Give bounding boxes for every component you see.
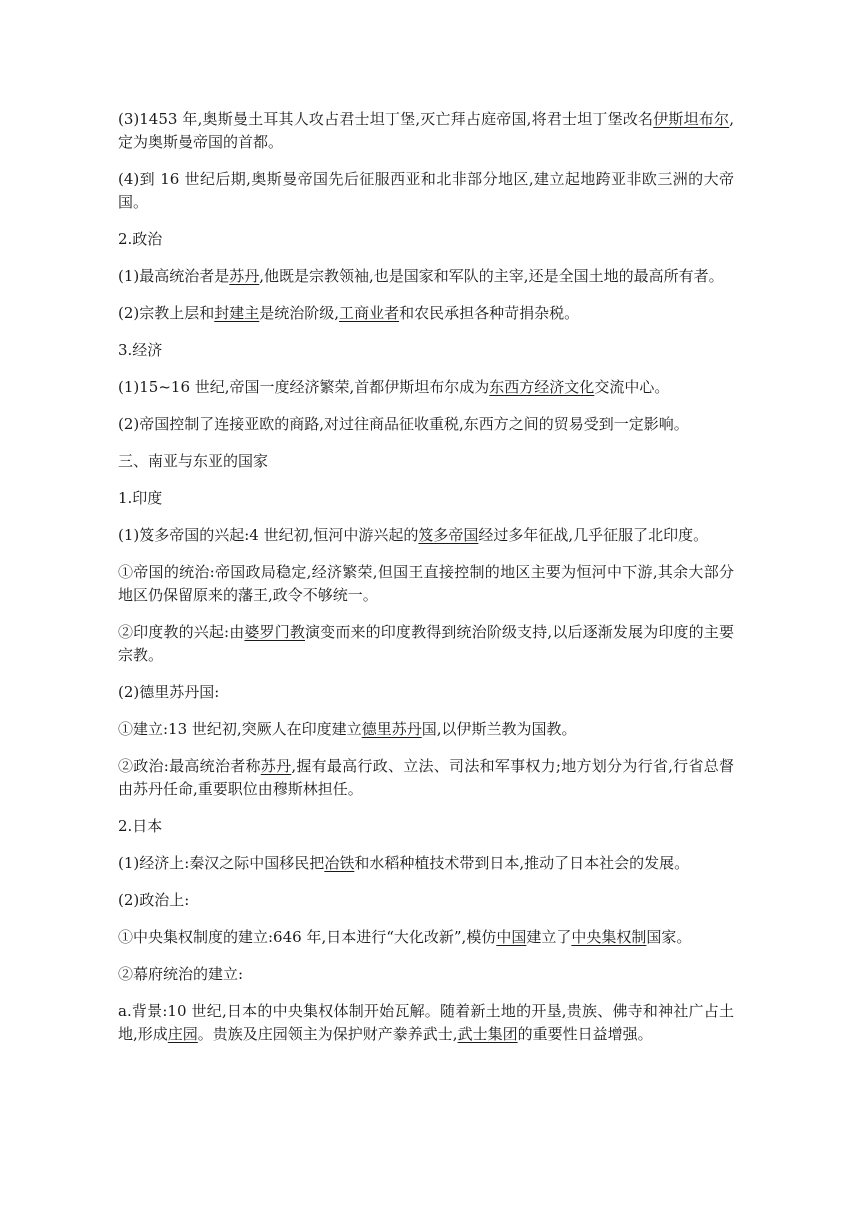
text-segment: a.背景:10 世纪,日本的中央集权体制开始瓦解。随着新土地的开垦,贵族、佛寺和神社广占土地,形成: [118, 1002, 734, 1043]
text-segment: 的重要性日益增强。: [517, 1025, 653, 1043]
underlined-term: 武士集团: [457, 1025, 518, 1043]
paragraph-ottoman-4: [118, 168, 734, 214]
text-segment: 国,以伊斯兰教为国教。: [421, 720, 577, 738]
text-segment: ②政治:最高统治者称: [118, 757, 261, 775]
text-segment: 是统治阶级,: [259, 304, 340, 322]
underlined-term: 中国: [496, 928, 527, 946]
paragraph-heading-section-3: [118, 450, 734, 473]
underlined-term: 工商业者: [339, 304, 400, 322]
text-segment: (1)笈多帝国的兴起:4 世纪初,恒河中游兴起的: [118, 526, 419, 544]
paragraph-india-2b: [118, 755, 734, 801]
text-segment: 2.政治: [118, 230, 163, 248]
underlined-term: 伊斯坦布尔: [653, 110, 730, 128]
underlined-term: 冶铁: [324, 854, 355, 872]
paragraph-politics-2: [118, 302, 734, 325]
text-segment: 经过多年征战,几乎征服了北印度。: [478, 526, 709, 544]
underlined-term: 苏丹: [260, 757, 292, 775]
text-segment: 和农民承担各种苛捐杂税。: [399, 304, 580, 322]
text-segment: (2)宗教上层和: [118, 304, 215, 322]
text-segment: 2.日本: [118, 817, 163, 835]
text-segment: ②幕府统治的建立:: [118, 965, 244, 983]
underlined-term: 婆罗门教: [244, 623, 306, 641]
paragraph-heading-economy: [118, 339, 734, 362]
text-segment: (2)德里苏丹国:: [118, 683, 220, 701]
paragraph-japan-2b: [118, 963, 734, 986]
underlined-term: 中央集权制: [571, 928, 647, 946]
paragraph-japan-2b-a: [118, 1000, 734, 1046]
text-segment: ①建立:13 世纪初,突厥人在印度建立: [118, 720, 362, 738]
text-segment: (2)政治上:: [118, 891, 190, 909]
paragraph-politics-1: [118, 265, 734, 288]
text-segment: ①帝国的统治:帝国政局稳定,经济繁荣,但国王直接控制的地区主要为恒河中下游,其余大部分地区仍保留原来的藩王,政令不够统一。: [118, 563, 734, 604]
paragraph-japan-2: [118, 889, 734, 912]
text-segment: ,他既是宗教领袖,也是国家和军队的主宰,还是全国土地的最高所有者。: [259, 267, 724, 285]
underlined-term: 封建主: [214, 304, 260, 322]
text-segment: (1)15~16 世纪,帝国一度经济繁荣,首都伊斯坦布尔成为: [118, 378, 490, 396]
paragraph-japan-2a: [118, 926, 734, 949]
text-segment: 交流中心。: [594, 378, 670, 396]
text-segment: 1.印度: [118, 489, 163, 507]
document-body: [118, 108, 734, 1060]
text-segment: 和水稻种植技术带到日本,推动了日本社会的发展。: [354, 854, 690, 872]
text-segment: 建立了: [526, 928, 572, 946]
paragraph-india-1b: [118, 621, 734, 667]
paragraph-heading-japan: [118, 815, 734, 838]
text-segment: (1)最高统治者是: [118, 267, 230, 285]
text-segment: ②印度教的兴起:由: [118, 623, 245, 641]
text-segment: 三、南亚与东亚的国家: [118, 452, 269, 470]
underlined-term: 庄园: [167, 1025, 198, 1043]
paragraph-heading-india: [118, 487, 734, 510]
text-segment: (3)1453 年,奥斯曼土耳其人攻占君士坦丁堡,灭亡拜占庭帝国,将君士坦丁堡改名: [118, 110, 654, 128]
text-segment: 演变而来的印度教得到统治阶级支持,以后逐渐发展为印度的主要宗教。: [118, 623, 734, 664]
paragraph-heading-politics: [118, 228, 734, 251]
paragraph-economy-2: [118, 413, 734, 436]
paragraph-japan-1: [118, 852, 734, 875]
underlined-term: 德里苏丹: [361, 720, 422, 738]
paragraph-india-1a: [118, 561, 734, 607]
underlined-term: 苏丹: [229, 267, 260, 285]
paragraph-economy-1: [118, 376, 734, 399]
text-segment: ,定为奥斯曼帝国的首都。: [118, 110, 734, 151]
text-segment: (2)帝国控制了连接亚欧的商路,对过往商品征收重税,东西方之间的贸易受到一定影响。: [118, 415, 689, 433]
paragraph-india-1: [118, 524, 734, 547]
paragraph-india-2: [118, 681, 734, 704]
text-segment: (4)到 16 世纪后期,奥斯曼帝国先后征服西亚和北非部分地区,建立起地跨亚非欧三洲的大帝国。: [118, 170, 734, 211]
text-segment: ①中央集权制度的建立:646 年,日本进行“大化改新”,模仿: [118, 928, 497, 946]
paragraph-ottoman-3: [118, 108, 734, 154]
underlined-term: 东西方经济文化: [489, 378, 595, 396]
text-segment: 3.经济: [118, 341, 163, 359]
underlined-term: 笈多帝国: [418, 526, 479, 544]
text-segment: (1)经济上:秦汉之际中国移民把: [118, 854, 325, 872]
paragraph-india-2a: [118, 718, 734, 741]
text-segment: 国家。: [646, 928, 692, 946]
text-segment: ,握有最高行政、立法、司法和军事权力;地方划分为行省,行省总督由苏丹任命,重要职位由穆斯林担任。: [118, 757, 734, 798]
text-segment: 。贵族及庄园领主为保护财产豢养武士,: [197, 1025, 458, 1043]
